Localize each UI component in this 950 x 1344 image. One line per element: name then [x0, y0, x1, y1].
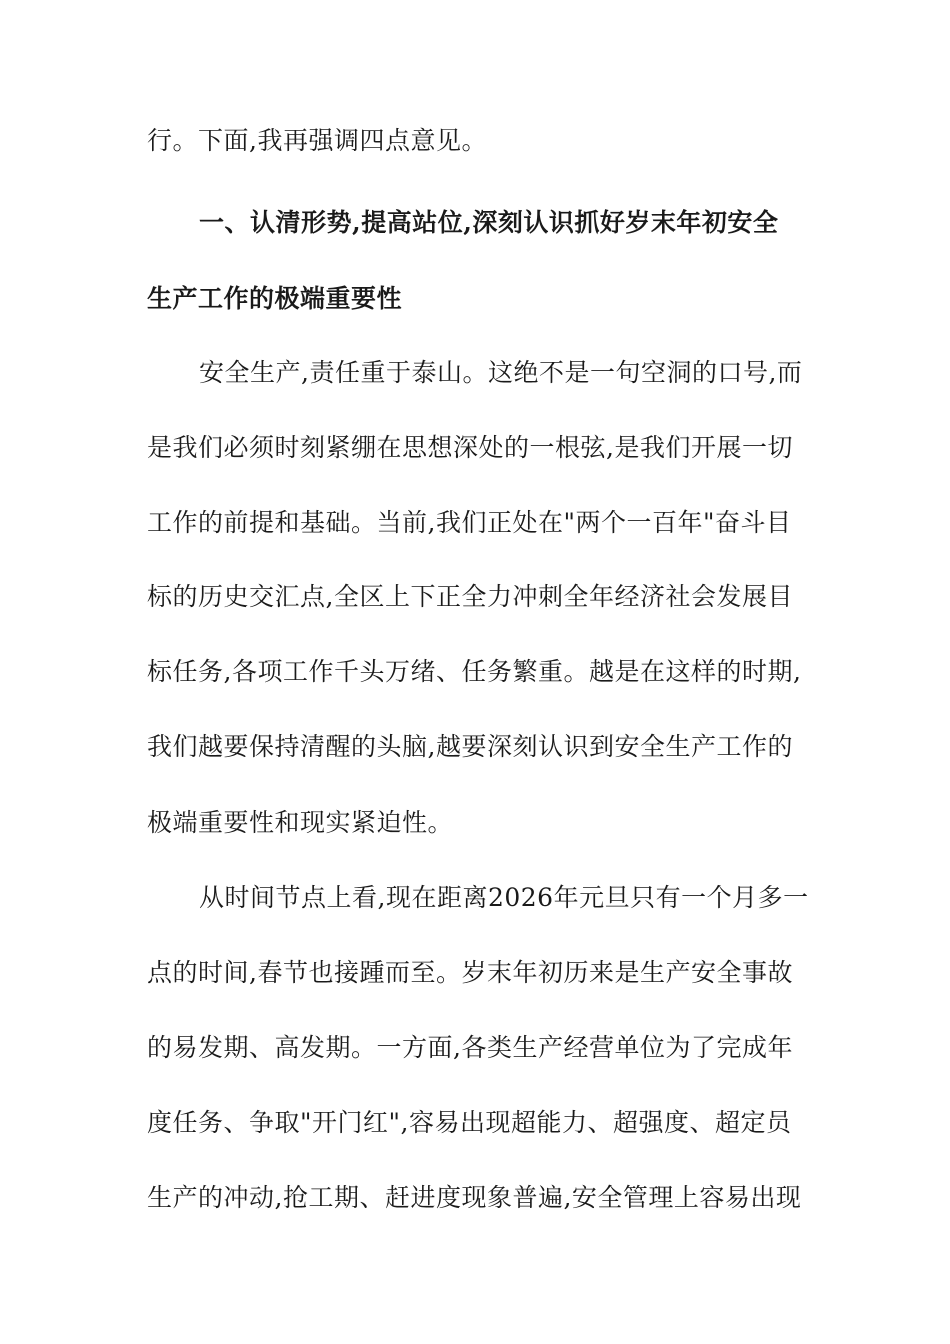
section-heading-line: 一、认清形势,提高站位,深刻认识抓好岁末年初安全 [199, 208, 779, 237]
paragraph-line: 我们越要保持清醒的头脑,越要深刻认识到安全生产工作的 [147, 732, 793, 761]
paragraph-line: 安全生产,责任重于泰山。这绝不是一句空洞的口号,而 [199, 358, 803, 387]
paragraph-line: 点的时间,春节也接踵而至。岁末年初历来是生产安全事故 [147, 958, 793, 987]
paragraph-line: 的易发期、高发期。一方面,各类生产经营单位为了完成年 [147, 1033, 793, 1062]
paragraph-line: 生产的冲动,抢工期、赶进度现象普遍,安全管理上容易出现 [147, 1183, 802, 1212]
paragraph-line: 标的历史交汇点,全区上下正全力冲刺全年经济社会发展目 [147, 582, 793, 611]
paragraph-line: 极端重要性和现实紧迫性。 [147, 808, 454, 837]
paragraph-line: 标任务,各项工作千头万绪、任务繁重。越是在这样的时期, [147, 657, 802, 686]
paragraph-line: 从时间节点上看,现在距离2026年元旦只有一个月多一 [199, 883, 809, 912]
paragraph-line: 度任务、争取"开门红",容易出现超能力、超强度、超定员 [147, 1108, 792, 1137]
paragraph-line: 工作的前提和基础。当前,我们正处在"两个一百年"奋斗目 [147, 508, 792, 537]
section-heading-line: 生产工作的极端重要性 [147, 284, 403, 313]
paragraph-line: 行。下面,我再强调四点意见。 [147, 126, 487, 155]
paragraph-line: 是我们必须时刻紧绷在思想深处的一根弦,是我们开展一切 [147, 433, 793, 462]
